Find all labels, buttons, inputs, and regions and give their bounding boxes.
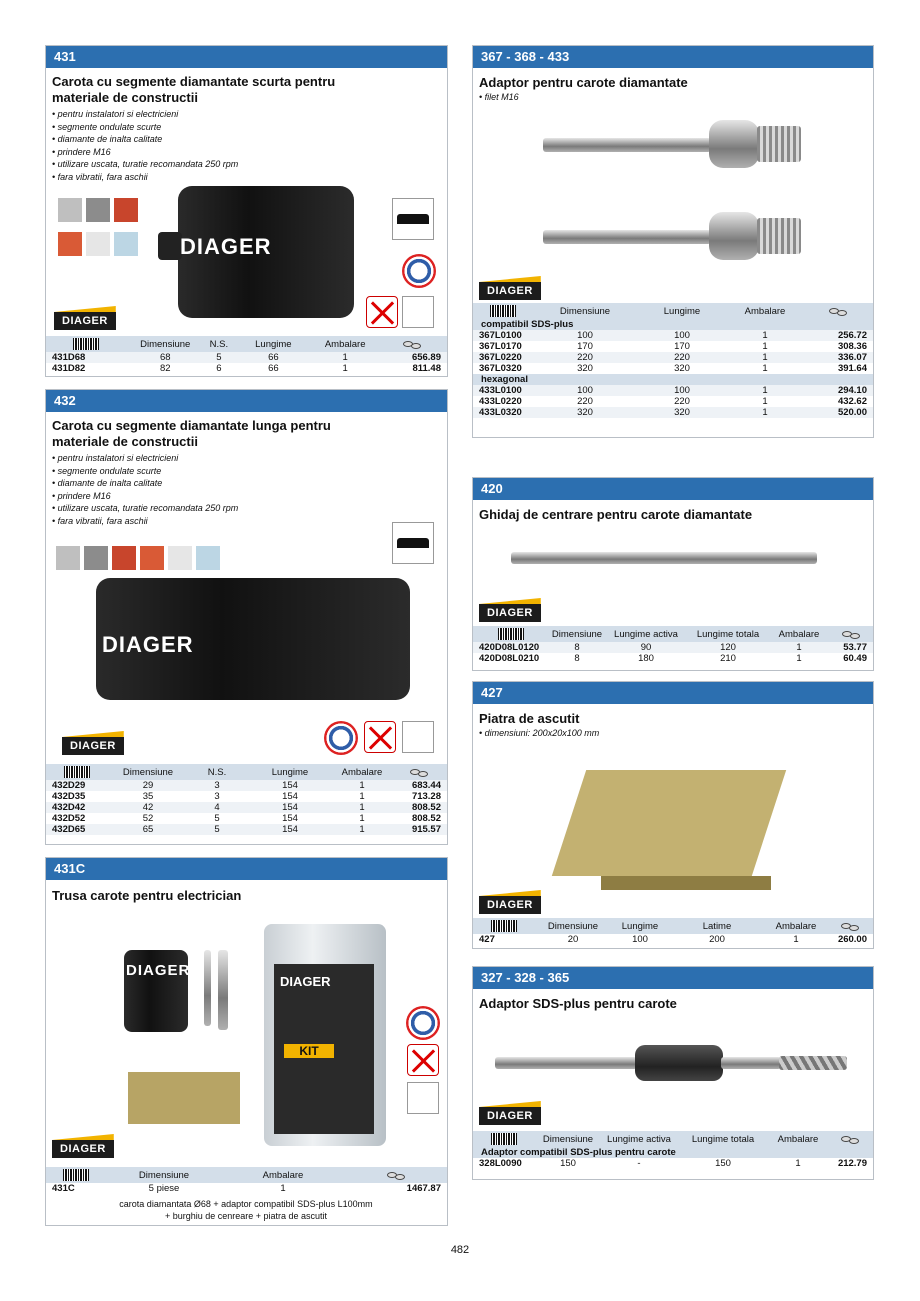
cell-price: 294.10 bbox=[803, 385, 873, 396]
feature-bullet: • prindere M16 bbox=[52, 146, 111, 157]
cell-dim: 5 piese bbox=[148, 1183, 180, 1194]
table-row bbox=[473, 341, 873, 352]
kit-description: + burghiu de cenreare + piatra de ascutit bbox=[164, 1211, 328, 1221]
concrete-icon bbox=[58, 198, 82, 222]
barcode-icon bbox=[73, 338, 99, 350]
cell-act: 90 bbox=[605, 642, 687, 653]
product-title: Carota cu segmente diamantate scurta pentru bbox=[52, 74, 336, 89]
feature-bullet: • fara vibratii, fara aschii bbox=[52, 515, 148, 526]
barcode-icon bbox=[491, 1133, 517, 1145]
column-header: N.S. bbox=[204, 336, 233, 352]
group-label: hexagonal bbox=[473, 374, 873, 385]
cell-dim: 220 bbox=[577, 396, 593, 407]
card-327-328-365 bbox=[472, 966, 874, 1180]
feature-bullet: • fara vibratii, fara aschii bbox=[52, 171, 148, 182]
wave-segment-icon bbox=[392, 198, 434, 240]
barcode-icon bbox=[63, 1169, 89, 1181]
cell-pack: 1 bbox=[342, 363, 348, 374]
cell-pack: 1 bbox=[795, 1158, 801, 1169]
column-header: Dimensiune bbox=[108, 764, 188, 780]
barcode-icon bbox=[498, 628, 524, 640]
cell-dim: 100 bbox=[533, 330, 637, 341]
cell-price: 520.00 bbox=[803, 407, 873, 418]
column-header: Ambalare bbox=[765, 918, 827, 934]
cell-pack: 1 bbox=[359, 813, 365, 824]
product-title: Trusa carote pentru electrician bbox=[52, 888, 242, 903]
cell-price: 656.89 bbox=[377, 352, 447, 363]
cell-dim: 150 bbox=[560, 1158, 576, 1169]
product-code: 328L0090 bbox=[479, 1158, 522, 1169]
product-code: 432D35 bbox=[52, 791, 86, 802]
price-table bbox=[473, 1131, 873, 1169]
cell-price: 336.07 bbox=[803, 352, 873, 363]
table-row bbox=[473, 385, 873, 396]
feature-bullet: • diamante de inalta calitate bbox=[52, 134, 163, 144]
price-table bbox=[473, 303, 873, 418]
column-header: Dimensiune bbox=[535, 1131, 601, 1147]
section-header: 431 bbox=[46, 46, 447, 68]
feature-bullet: • prindere M16 bbox=[52, 490, 111, 501]
column-header: Dimensiune bbox=[533, 303, 637, 319]
card-431c bbox=[45, 857, 448, 1226]
price-coins-icon bbox=[827, 306, 849, 316]
table-row bbox=[473, 934, 873, 945]
product-title: Carota cu segmente diamantate lunga pentru bbox=[52, 418, 331, 433]
section-header: 327 - 328 - 365 bbox=[473, 967, 873, 989]
diager-logo: DIAGER bbox=[479, 604, 541, 622]
kit-box-image bbox=[264, 924, 386, 1146]
cell-ns: 4 bbox=[188, 802, 246, 813]
product-code: 367L0320 bbox=[479, 363, 522, 374]
column-header: Lungime bbox=[233, 336, 313, 352]
cell-dim: 52 bbox=[142, 813, 154, 824]
cell-price: 212.79 bbox=[837, 1158, 867, 1169]
price-table bbox=[46, 1167, 447, 1194]
feature-bullet: • pentru instalatori si electricieni bbox=[52, 109, 179, 119]
column-header: Lungime bbox=[611, 918, 669, 934]
feature-bullet: • dimensiuni: 200x20x100 mm bbox=[479, 728, 600, 738]
table-row bbox=[473, 396, 873, 407]
cell-len: 100 bbox=[637, 330, 727, 341]
price-table bbox=[473, 918, 873, 945]
table-row bbox=[473, 407, 873, 418]
product-title: Adaptor pentru carote diamantate bbox=[479, 75, 688, 90]
table-row bbox=[473, 330, 873, 341]
cell-price: 713.28 bbox=[411, 791, 441, 802]
column-header: Lungime totala bbox=[687, 626, 769, 642]
barcode-icon bbox=[491, 920, 517, 932]
group-row bbox=[473, 1147, 873, 1158]
no-hammer-icon bbox=[364, 721, 396, 753]
cell-pack: 1 bbox=[334, 824, 390, 835]
adapter-image bbox=[218, 950, 228, 1030]
cell-price: 808.52 bbox=[411, 813, 441, 824]
cell-pack: 1 bbox=[793, 934, 799, 945]
cell-price: 260.00 bbox=[837, 934, 867, 945]
brand-logo-text: DIAGER bbox=[102, 632, 194, 657]
cell-dim: 8 bbox=[549, 642, 605, 653]
cell-price: 808.52 bbox=[390, 802, 447, 813]
cell-price: 915.57 bbox=[390, 824, 447, 835]
red-brick-icon bbox=[140, 546, 164, 570]
column-header: Dimensiune bbox=[126, 336, 204, 352]
cell-tot: 210 bbox=[720, 653, 736, 664]
brand-logo-text: DIAGER bbox=[180, 234, 272, 259]
card-367-368-433 bbox=[472, 45, 874, 438]
cell-pack: 1 bbox=[334, 780, 390, 791]
cell-price: 811.48 bbox=[412, 363, 441, 374]
column-header: Lungime totala bbox=[677, 1131, 769, 1147]
column-header: Lungime activa bbox=[605, 626, 687, 642]
section-header: 420 bbox=[473, 478, 873, 500]
cell-dim: 20 bbox=[567, 934, 579, 945]
product-code: 367L0170 bbox=[479, 341, 522, 352]
cell-len: 66 bbox=[233, 352, 313, 363]
wave-segment-icon bbox=[392, 522, 434, 564]
cell-dim: 29 bbox=[108, 780, 188, 791]
product-title: materiale de constructii bbox=[52, 434, 198, 449]
product-title: Ghidaj de centrare pentru carote diamantate bbox=[479, 507, 753, 522]
table-row bbox=[473, 352, 873, 363]
cell-len: 154 bbox=[246, 824, 334, 835]
price-coins-icon bbox=[839, 921, 861, 931]
cell-pack: 1 bbox=[762, 396, 768, 407]
feature-bullet: • diamante de inalta calitate bbox=[52, 478, 163, 488]
table-row bbox=[473, 1158, 873, 1169]
group-row bbox=[473, 319, 873, 330]
cell-pack: 1 bbox=[796, 653, 802, 664]
group-label: Adaptor compatibil SDS-plus pentru carote bbox=[473, 1147, 873, 1158]
card-431 bbox=[45, 45, 448, 377]
cell-price: 256.72 bbox=[803, 330, 873, 341]
diager-logo: DIAGER bbox=[479, 896, 541, 914]
product-code: 431D82 bbox=[52, 363, 86, 374]
product-code: 420D08L0210 bbox=[479, 653, 540, 664]
price-table bbox=[46, 764, 447, 835]
table-row bbox=[46, 802, 447, 813]
centering-guide-image bbox=[511, 552, 817, 564]
white-block-icon bbox=[168, 546, 192, 570]
cell-len: 66 bbox=[268, 363, 279, 374]
feature-bullet: • filet M16 bbox=[479, 92, 519, 102]
white-block-icon bbox=[86, 232, 110, 256]
table-row bbox=[473, 653, 873, 664]
table-row bbox=[46, 780, 447, 791]
cell-pack: 1 bbox=[727, 352, 803, 363]
feature-bullet: • segmente ondulate scurte bbox=[52, 465, 162, 476]
tile-icon bbox=[114, 232, 138, 256]
no-water-icon bbox=[402, 721, 434, 753]
cell-len: 100 bbox=[637, 385, 727, 396]
cell-price: 432.62 bbox=[837, 396, 867, 407]
kit-box-label: KIT bbox=[284, 1044, 334, 1058]
product-title: Adaptor SDS-plus pentru carote bbox=[479, 996, 677, 1011]
product-code: 432D65 bbox=[46, 824, 108, 835]
column-header: Ambalare bbox=[727, 303, 803, 319]
page-number: 482 bbox=[450, 1244, 470, 1256]
france-quality-seal-icon bbox=[406, 1006, 440, 1040]
product-code: 432D29 bbox=[46, 780, 108, 791]
price-coins-icon bbox=[401, 339, 423, 349]
cell-len: 320 bbox=[674, 363, 690, 374]
feature-bullet: • utilizare uscata, turatie recomandata 250 rpm bbox=[52, 159, 239, 169]
cell-pack: 1 bbox=[727, 407, 803, 418]
column-header: Lungime bbox=[246, 764, 334, 780]
cell-dim: 82 bbox=[159, 363, 171, 374]
product-code: 431D68 bbox=[46, 352, 126, 363]
cell-pack: 1 bbox=[769, 642, 829, 653]
column-header: Lungime bbox=[637, 303, 727, 319]
cell-dim: 65 bbox=[108, 824, 188, 835]
column-header: Dimensiune bbox=[549, 626, 605, 642]
price-coins-icon bbox=[839, 1134, 861, 1144]
section-header: 427 bbox=[473, 682, 873, 704]
price-coins-icon bbox=[840, 629, 862, 639]
feature-bullet: • pentru instalatori si electricieni bbox=[52, 453, 179, 463]
product-code: 432D42 bbox=[46, 802, 108, 813]
cell-price: 683.44 bbox=[390, 780, 447, 791]
product-code: 433L0220 bbox=[479, 396, 522, 407]
product-code: 433L0320 bbox=[473, 407, 533, 418]
table-row bbox=[46, 813, 447, 824]
table-row bbox=[46, 1183, 447, 1194]
block-icon bbox=[84, 546, 108, 570]
cell-pack: 1 bbox=[334, 802, 390, 813]
cell-len: 170 bbox=[674, 341, 690, 352]
column-header: Ambalare bbox=[334, 764, 390, 780]
table-row bbox=[46, 352, 447, 363]
barcode-icon bbox=[490, 305, 516, 317]
diager-logo: DIAGER bbox=[62, 737, 124, 755]
cell-len: 154 bbox=[246, 780, 334, 791]
column-header: Dimensiune bbox=[535, 918, 611, 934]
cell-ns: 3 bbox=[214, 791, 220, 802]
cell-width: 200 bbox=[709, 934, 725, 945]
column-header: Ambalare bbox=[222, 1167, 344, 1183]
cell-dim: 8 bbox=[574, 653, 580, 664]
cell-len: 320 bbox=[637, 407, 727, 418]
france-quality-seal-icon bbox=[402, 254, 436, 288]
column-header: Ambalare bbox=[313, 336, 377, 352]
product-code: 367L0100 bbox=[473, 330, 533, 341]
cell-pack: 1 bbox=[762, 341, 768, 352]
cell-len: 220 bbox=[637, 352, 727, 363]
block-icon bbox=[86, 198, 110, 222]
product-title: materiale de constructii bbox=[52, 90, 198, 105]
diager-logo: DIAGER bbox=[52, 1140, 114, 1158]
cell-tot: 120 bbox=[687, 642, 769, 653]
section-header: 432 bbox=[46, 390, 447, 412]
feature-bullet: • segmente ondulate scurte bbox=[52, 121, 162, 132]
no-hammer-icon bbox=[407, 1044, 439, 1076]
cell-len: 100 bbox=[632, 934, 648, 945]
product-code: 431C bbox=[52, 1183, 75, 1194]
column-header: Lungime activa bbox=[601, 1131, 677, 1147]
cell-dim: 220 bbox=[533, 352, 637, 363]
product-code: 433L0100 bbox=[473, 385, 533, 396]
sharpening-stone-image bbox=[128, 1072, 240, 1124]
diager-logo: DIAGER bbox=[479, 282, 541, 300]
cell-dim: 35 bbox=[142, 791, 154, 802]
cell-price: 53.77 bbox=[829, 642, 873, 653]
cell-dim: 170 bbox=[577, 341, 593, 352]
price-coins-icon bbox=[408, 767, 430, 777]
red-brick-icon bbox=[58, 232, 82, 256]
brick-icon bbox=[112, 546, 136, 570]
product-title: Piatra de ascutit bbox=[479, 711, 580, 726]
cell-ns: 5 bbox=[214, 813, 220, 824]
concrete-icon bbox=[56, 546, 80, 570]
cell-dim: 320 bbox=[577, 363, 593, 374]
cell-act: 180 bbox=[638, 653, 654, 664]
kit-description: carota diamantata Ø68 + adaptor compatibil SDS-plus L100mm bbox=[119, 1199, 373, 1209]
cell-price: 308.36 bbox=[837, 341, 867, 352]
column-header: Latime bbox=[669, 918, 765, 934]
cell-price: 60.49 bbox=[843, 653, 867, 664]
cell-price: 391.64 bbox=[837, 363, 867, 374]
product-code: 432D52 bbox=[52, 813, 86, 824]
feature-bullet: • utilizare uscata, turatie recomandata 250 rpm bbox=[52, 503, 239, 513]
cell-ns: 5 bbox=[188, 824, 246, 835]
sharpening-stone-image bbox=[569, 770, 769, 892]
table-row bbox=[473, 363, 873, 374]
product-code: 420D08L0120 bbox=[473, 642, 549, 653]
group-row bbox=[473, 374, 873, 385]
cell-pack: 1 bbox=[727, 385, 803, 396]
tile-icon bbox=[196, 546, 220, 570]
column-header: Dimensiune bbox=[106, 1167, 222, 1183]
cell-total-length: 150 bbox=[715, 1158, 731, 1169]
cell-len: 154 bbox=[246, 802, 334, 813]
no-water-icon bbox=[407, 1082, 439, 1114]
table-row bbox=[46, 824, 447, 835]
column-header: Ambalare bbox=[769, 626, 829, 642]
price-table bbox=[46, 336, 447, 374]
cell-dim: 68 bbox=[126, 352, 204, 363]
card-427 bbox=[472, 681, 874, 949]
cell-dim: 100 bbox=[533, 385, 637, 396]
cell-len: 220 bbox=[674, 396, 690, 407]
cell-active-length: - bbox=[637, 1158, 641, 1169]
column-header: Ambalare bbox=[769, 1131, 827, 1147]
diager-logo: DIAGER bbox=[54, 312, 116, 330]
card-420 bbox=[472, 477, 874, 671]
cell-len: 154 bbox=[282, 813, 298, 824]
price-coins-icon bbox=[385, 1170, 407, 1180]
cell-ns: 5 bbox=[204, 352, 233, 363]
price-table bbox=[473, 626, 873, 664]
barcode-icon bbox=[64, 766, 90, 778]
brand-logo-text: DIAGER bbox=[126, 962, 191, 979]
france-quality-seal-icon bbox=[324, 721, 358, 755]
column-header: N.S. bbox=[188, 764, 246, 780]
cell-pack: 1 bbox=[727, 330, 803, 341]
card-432 bbox=[45, 389, 448, 845]
product-code: 367L0220 bbox=[473, 352, 533, 363]
cell-dim: 42 bbox=[108, 802, 188, 813]
product-code: 427 bbox=[479, 934, 495, 945]
cell-ns: 3 bbox=[188, 780, 246, 791]
cell-price: 1467.87 bbox=[406, 1183, 441, 1194]
diager-logo: DIAGER bbox=[479, 1107, 541, 1125]
no-hammer-icon bbox=[366, 296, 398, 328]
cell-pack: 1 bbox=[313, 352, 377, 363]
cell-len: 154 bbox=[282, 791, 298, 802]
table-row bbox=[46, 791, 447, 802]
group-label: compatibil SDS-plus bbox=[473, 319, 873, 330]
kit-box-brand: DIAGER bbox=[280, 974, 331, 989]
cell-pack: 1 bbox=[280, 1183, 286, 1194]
section-header: 431C bbox=[46, 858, 447, 880]
cell-ns: 6 bbox=[216, 363, 222, 374]
cell-pack: 1 bbox=[359, 791, 365, 802]
cell-dim: 320 bbox=[533, 407, 637, 418]
table-row bbox=[46, 363, 447, 374]
brick-icon bbox=[114, 198, 138, 222]
cell-pack: 1 bbox=[762, 363, 768, 374]
no-water-icon bbox=[402, 296, 434, 328]
section-header: 367 - 368 - 433 bbox=[473, 46, 873, 68]
drill-bit-image bbox=[204, 950, 211, 1026]
table-row bbox=[473, 642, 873, 653]
